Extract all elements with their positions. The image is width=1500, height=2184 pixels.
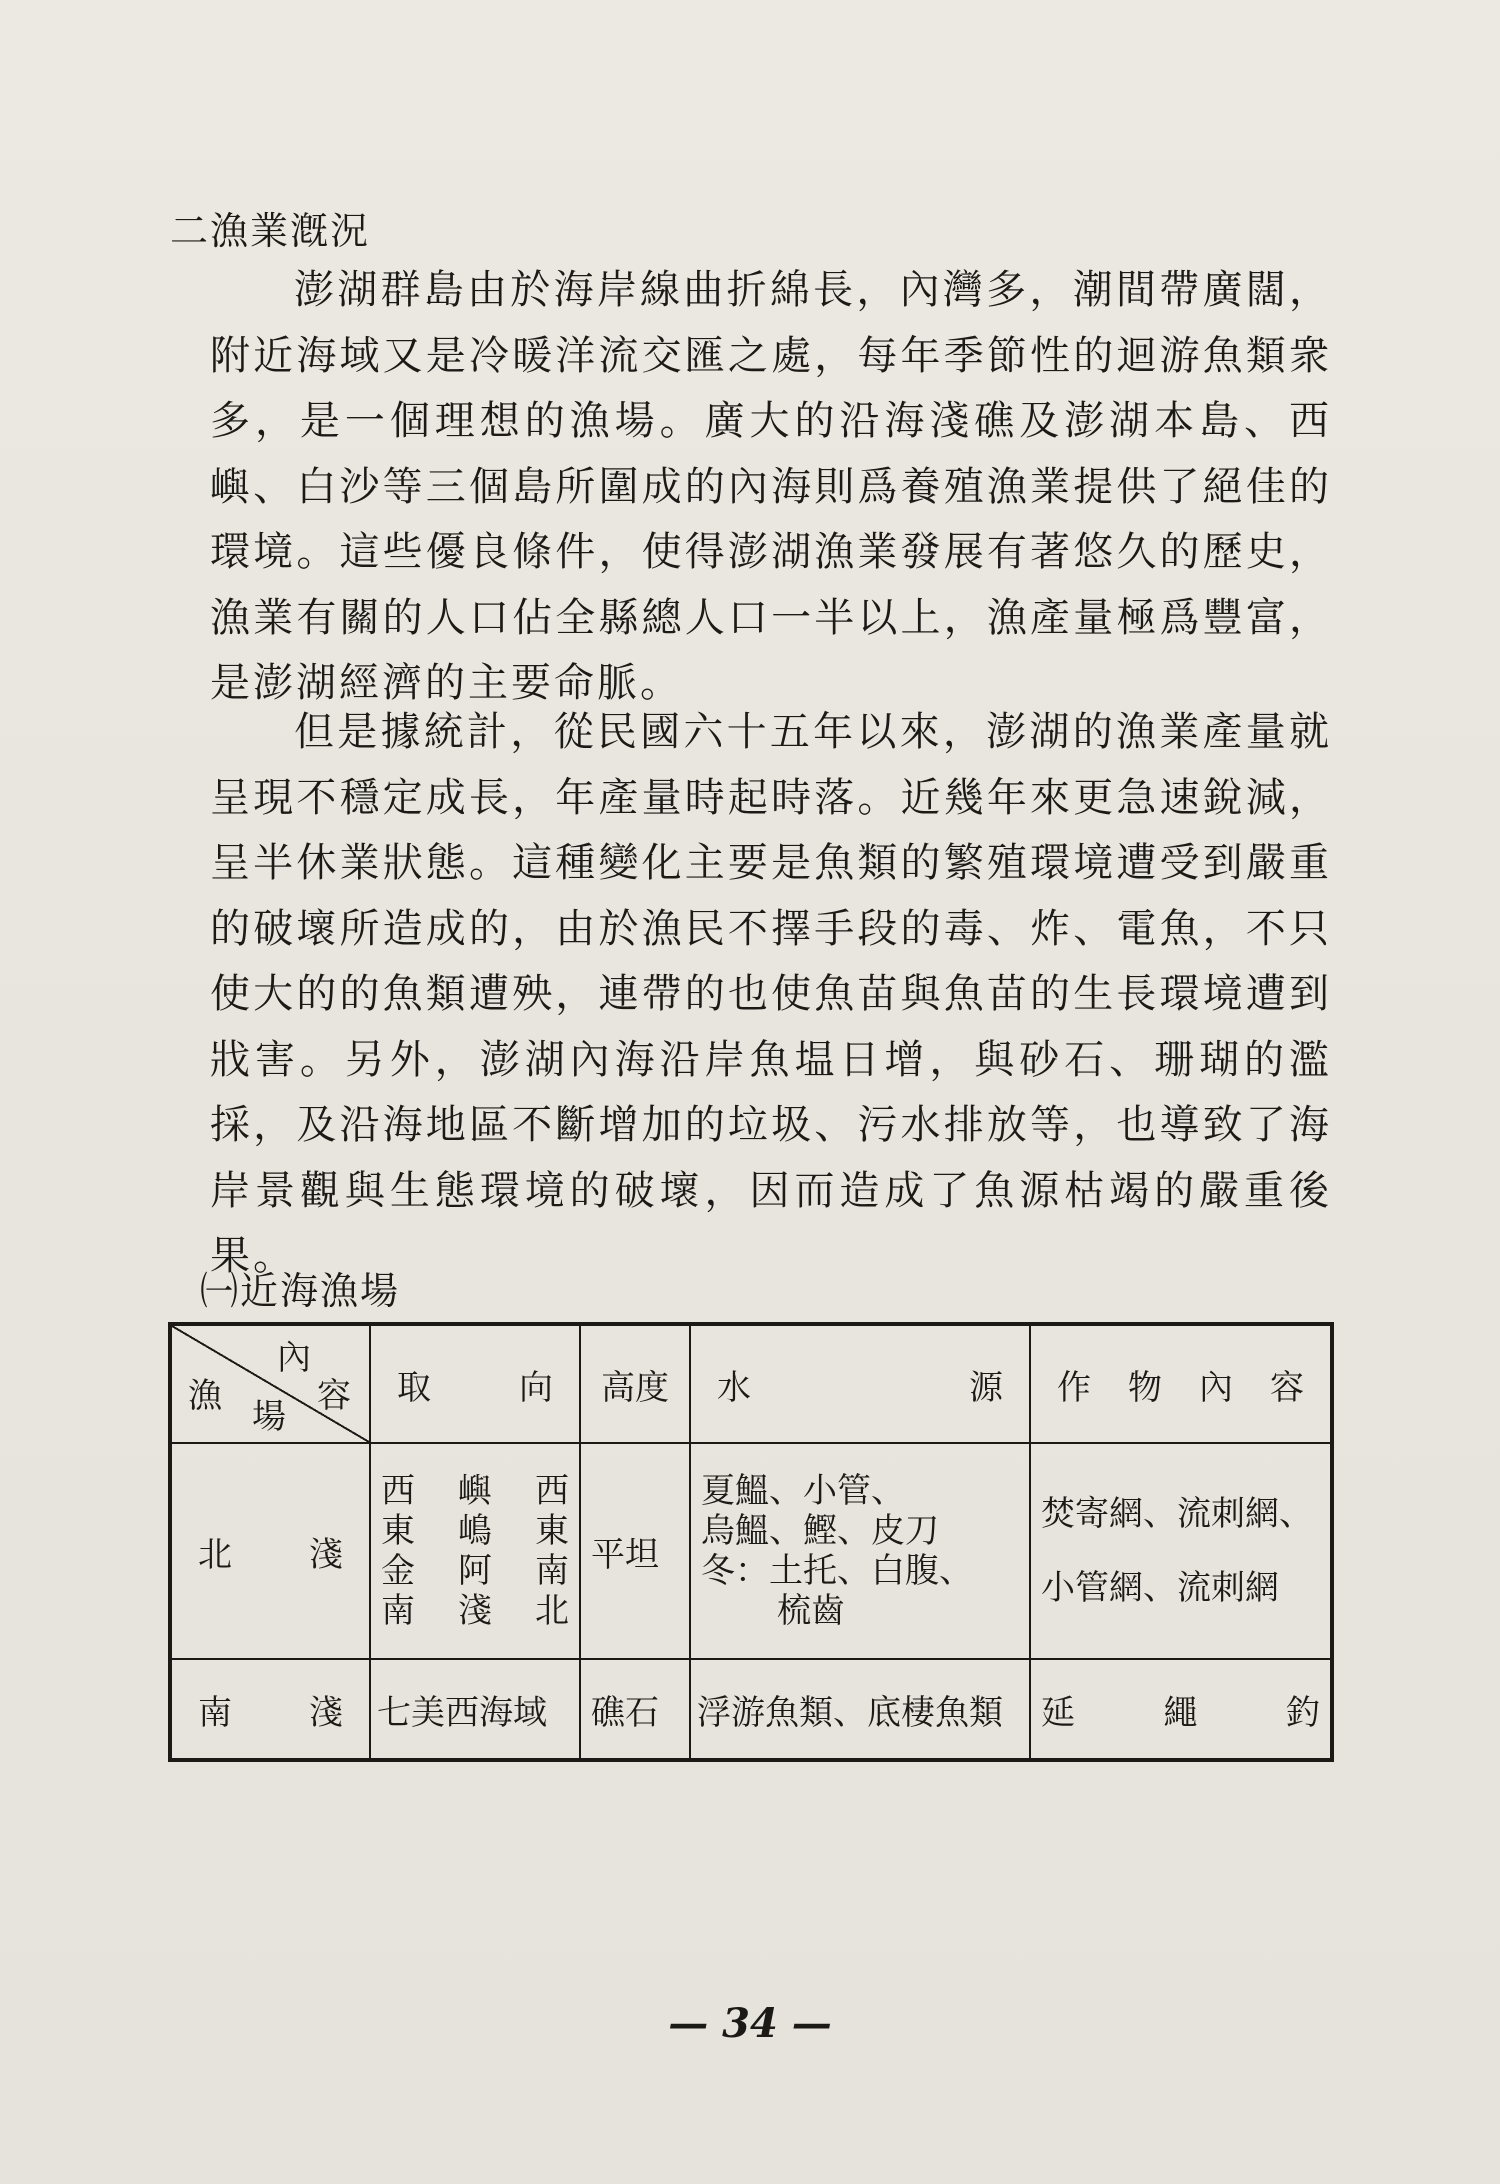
header-water-char: 源 [969, 1367, 1003, 1408]
table-row [170, 1659, 1332, 1760]
header-water-char: 水 [717, 1367, 751, 1408]
corner-label-top: 內 [277, 1338, 311, 1378]
crops-char: 延 [1041, 1692, 1075, 1733]
row-name-char: 淺 [309, 1534, 343, 1575]
row-water-cell [690, 1443, 1030, 1659]
direction-char: 阿 [458, 1551, 492, 1592]
direction-char: 西 [535, 1471, 569, 1512]
crops-char: 釣 [1286, 1692, 1320, 1733]
crops-char: 繩 [1163, 1692, 1198, 1733]
corner-label-right: 容 [317, 1376, 351, 1416]
direction-column [535, 1471, 569, 1631]
crops-line: 焚寄網、流刺網、 [1041, 1494, 1313, 1535]
water-line: 烏鰮、鰹、皮刀 [701, 1511, 939, 1552]
header-crops-char: 容 [1270, 1367, 1304, 1408]
paragraph-1: 澎湖群島由於海岸線曲折綿長，內灣多，潮間帶廣闊，附近海域又是冷暖洋流交匯之處，每年季節性的迴游魚類衆多，是一個理想的漁場。廣大的沿海淺礁及澎湖本島、西嶼、白沙等三個島所圍成的內海則爲養殖漁業提供了絕佳的環境。這些優良條件，使得澎湖漁業發展有著悠久的歷史，漁業有關的人口佔全縣總人口一半以上，漁產量極爲豐富，是澎湖經濟的主要命脈。 [210, 267, 1332, 706]
corner-label-bottom: 場 [252, 1397, 286, 1438]
direction-char: 南 [535, 1551, 569, 1592]
water-line: 冬：土托、白腹、 [701, 1551, 973, 1592]
header-crops [1030, 1324, 1332, 1443]
page-number: — 34 — [668, 2000, 832, 2047]
header-direction-char: 取 [397, 1367, 431, 1408]
direction-char: 嶼 [458, 1471, 492, 1512]
row-crops-cell [1030, 1659, 1332, 1760]
table-header-row [170, 1324, 1332, 1443]
water-line: 夏鰮、小管、 [701, 1471, 905, 1512]
header-water [690, 1324, 1030, 1443]
direction-char: 金 [381, 1551, 415, 1592]
row-name-cell [170, 1443, 370, 1659]
crops-line: 小管網、流刺網 [1041, 1568, 1279, 1609]
fishing-grounds-table [168, 1322, 1334, 1762]
row-height-cell: 礁石 [580, 1659, 690, 1760]
direction-char: 南 [381, 1591, 415, 1632]
row-water-cell: 浮游魚類、底棲魚類 [690, 1659, 1030, 1760]
header-corner-cell [170, 1324, 370, 1443]
row-height-cell: 平坦 [580, 1443, 690, 1659]
header-direction [370, 1324, 580, 1443]
header-height: 高度 [580, 1324, 690, 1443]
header-direction-char: 向 [519, 1367, 553, 1408]
row-direction-cell [370, 1443, 580, 1659]
direction-column [381, 1471, 415, 1631]
row-direction-cell: 七美西海域 [370, 1659, 580, 1760]
direction-char: 北 [535, 1591, 569, 1632]
direction-char: 東 [381, 1511, 415, 1552]
row-name-char: 淺 [309, 1692, 343, 1733]
corner-label-left: 漁 [188, 1376, 222, 1416]
direction-char: 嶋 [458, 1511, 492, 1552]
header-crops-char: 物 [1128, 1367, 1162, 1408]
direction-char: 淺 [458, 1591, 492, 1632]
section-title: 二漁業漑況 [170, 209, 371, 253]
header-crops-char: 內 [1199, 1367, 1233, 1408]
row-name-char: 北 [198, 1534, 232, 1575]
row-name-cell [170, 1659, 370, 1760]
paragraph-2: 但是據統計，從民國六十五年以來，澎湖的漁業產量就呈現不穩定成長，年產量時起時落。近幾年來更急速銳減，呈半休業狀態。這種變化主要是魚類的繁殖環境遭受到嚴重的破壞所造成的，由於漁民不擇手段的毒、炸、電魚，不只使大的的魚類遭殃，連帶的也使魚苗與魚苗的生長環境遭到戕害。另外，澎湖內海沿岸魚塭日增，與砂石、珊瑚的濫採，及沿海地區不斷增加的垃圾、污水排放等，也導致了海岸景觀與生態環境的破壞，因而造成了魚源枯竭的嚴重後果。 [210, 709, 1332, 1279]
table-row [170, 1443, 1332, 1659]
header-crops-char: 作 [1057, 1367, 1091, 1408]
direction-char: 西 [381, 1471, 415, 1512]
row-crops-cell [1030, 1443, 1332, 1659]
row-name-char: 南 [198, 1692, 232, 1733]
water-line: 梳齒 [777, 1591, 845, 1632]
direction-char: 東 [535, 1511, 569, 1552]
direction-column [458, 1471, 492, 1631]
subsection-title: ㈠近海漁場 [200, 1269, 401, 1313]
